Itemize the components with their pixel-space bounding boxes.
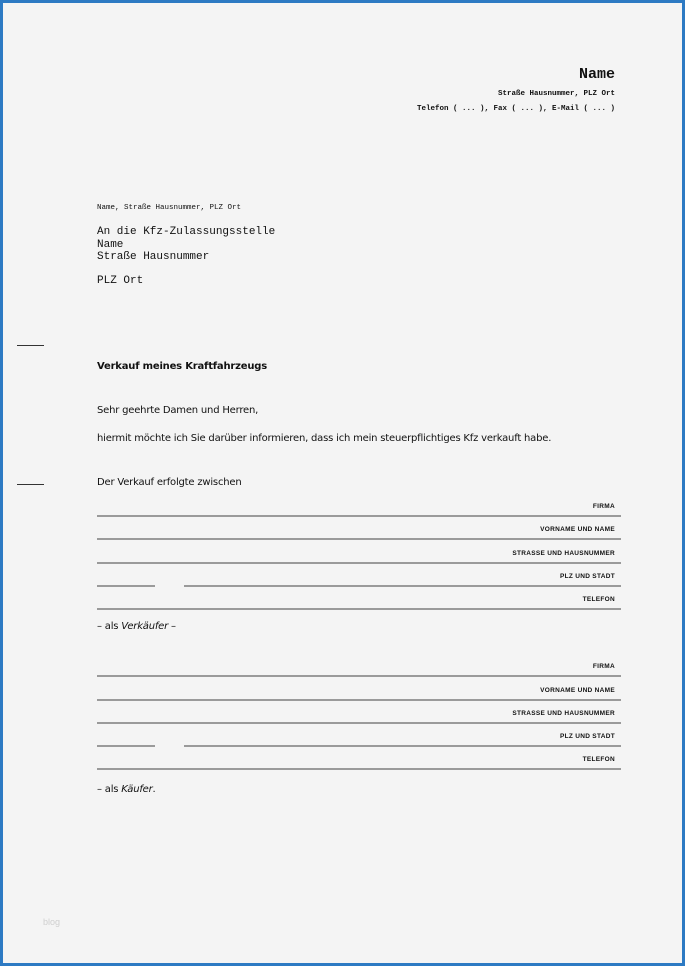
seller-city-label: PLZ UND STADT bbox=[559, 573, 615, 580]
buyer-city-label: PLZ UND STADT bbox=[559, 733, 615, 740]
buyer-phone-label: TELEFON bbox=[582, 756, 615, 763]
subject-line: Verkauf meines Kraftfahrzeugs bbox=[97, 361, 267, 372]
seller-role-suffix: – bbox=[168, 621, 176, 632]
seller-city-field[interactable] bbox=[184, 585, 621, 587]
recipient-block bbox=[97, 226, 275, 287]
seller-street-label: STRASSE UND HAUSNUMMER bbox=[512, 550, 615, 557]
seller-role-text: Verkäufer bbox=[121, 621, 169, 632]
seller-phone-label: TELEFON bbox=[582, 596, 615, 603]
buyer-role-prefix: – als bbox=[97, 784, 122, 795]
recipient-spacer bbox=[97, 264, 275, 275]
seller-role-prefix: – als bbox=[97, 621, 122, 632]
seller-company-label: FIRMA bbox=[592, 503, 615, 510]
buyer-city-field[interactable] bbox=[184, 745, 621, 747]
buyer-company-field[interactable] bbox=[97, 675, 621, 677]
seller-company-field[interactable] bbox=[97, 515, 621, 517]
fold-mark-middle bbox=[17, 484, 44, 485]
sender-address: Straße Hausnummer, PLZ Ort bbox=[497, 90, 615, 98]
salutation: Sehr geehrte Damen und Herren, bbox=[97, 405, 259, 416]
watermark: blog bbox=[43, 917, 61, 927]
sale-intro: Der Verkauf erfolgte zwischen bbox=[97, 477, 242, 488]
recipient-line-2: Name bbox=[97, 238, 124, 251]
recipient-line-3: Straße Hausnummer bbox=[97, 251, 210, 263]
body-paragraph: hiermit möchte ich Sie darüber informieren, dass ich mein steuerpflichtiges Kfz verkauft habe. bbox=[97, 433, 552, 444]
buyer-name-field[interactable] bbox=[97, 699, 621, 701]
buyer-role-suffix: . bbox=[152, 784, 156, 795]
return-address: Name, Straße Hausnummer, PLZ Ort bbox=[97, 204, 242, 212]
buyer-name-label: VORNAME UND NAME bbox=[540, 687, 615, 694]
seller-street-field[interactable] bbox=[97, 562, 621, 564]
fold-mark-top bbox=[17, 345, 44, 346]
sender-contact: Telefon ( ... ), Fax ( ... ), E-Mail ( ... ) bbox=[416, 105, 615, 113]
buyer-zip-field[interactable] bbox=[97, 745, 155, 747]
buyer-phone-field[interactable] bbox=[97, 768, 621, 770]
recipient-line-4: PLZ Ort bbox=[97, 274, 144, 287]
seller-name-field[interactable] bbox=[97, 538, 621, 540]
seller-phone-field[interactable] bbox=[97, 608, 621, 610]
buyer-role bbox=[97, 784, 156, 795]
sender-name: Name bbox=[578, 66, 615, 83]
seller-role bbox=[97, 621, 176, 632]
seller-zip-field[interactable] bbox=[97, 585, 155, 587]
buyer-street-label: STRASSE UND HAUSNUMMER bbox=[512, 710, 615, 717]
seller-name-label: VORNAME UND NAME bbox=[540, 526, 615, 533]
buyer-role-text: Käufer bbox=[121, 784, 153, 795]
recipient-line-1: An die Kfz-Zulassungsstelle bbox=[97, 226, 276, 238]
buyer-company-label: FIRMA bbox=[592, 663, 615, 670]
buyer-street-field[interactable] bbox=[97, 722, 621, 724]
